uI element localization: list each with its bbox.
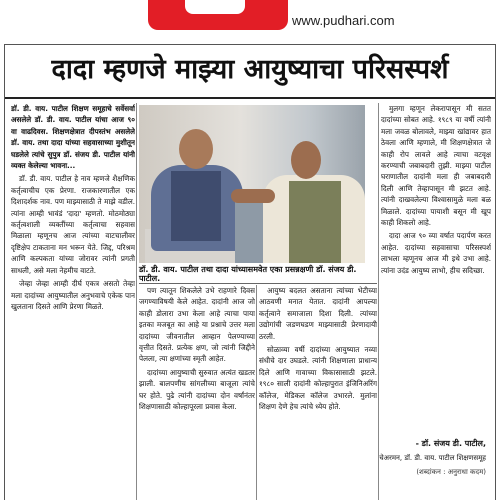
body-paragraph: दादांच्या आयुष्याची सुरुवात अत्यंत खडतर झाली. बालपणीच सांगलीच्या बाजूला त्यांचे घर होते. पुढे त्यांनी दादांच्या दोन वर्षांनंतर शिक्षणासाठी कोल्हापूरला प्रवास केला. [139, 367, 255, 412]
standing-person-head [291, 141, 321, 179]
standing-person-vest [289, 181, 341, 263]
author-byline: - डॉ. संजय डी. पाटील, [415, 439, 486, 448]
column-divider [256, 285, 257, 500]
author-credit: चेअरमन, डॉ. डी. वाय. पाटील शिक्षणसमूह [379, 454, 486, 462]
column-4 [381, 103, 491, 433]
column-3 [259, 285, 377, 500]
headline-rule [5, 97, 495, 99]
handshake [231, 189, 275, 203]
caption-rule [139, 283, 377, 284]
article [4, 44, 496, 500]
body-paragraph: सोळाव्या वर्षी दादांच्या आयुष्यात नव्या संधीचे दार उघडले. त्यांनी शिक्षणाला प्राधान्य दिले आणि गावाच्या विकासासाठी झटले. १९८० साली दादांनी कोल्हापुरात इंजिनिअरिंग कॉलेज, मेडिकल कॉलेज उभारले. मुलांना शिक्षण देणे हेच त्यांचे ध्येय होते. [259, 345, 377, 412]
column-divider [136, 103, 137, 500]
transcription-credit: (शब्दांकन : अनुराधा कदम) [416, 468, 486, 476]
body-paragraph: डॉ. डी. वाय. पाटील हे नाव म्हणजे शैक्षणिक कर्तृत्वाचीच एक प्रेरणा. राजकारणातील एक दिशादर्शक नाव. पण माझ्यासाठी ते माझे वडील. त्यांना आम्ही भावंडं 'दादा' म्हणतो. मोठमोठ्या कर्तृत्वशाली व्यक्तींच्या कर्तृत्वाचा सहवास मिळाला म्हणूनच आज त्यांच्या वाटचालीवर दृष्टिक्षेप टाकताना मन भरून येते. जिद्द, परिश्रम आणि कल्पकता यांच्या जोरावर त्यांनी प्रगती साधली, असे मला नेहमीच वाटते. [11, 174, 135, 275]
seated-person-head [179, 129, 213, 169]
logo-cutout [185, 0, 245, 14]
body-paragraph: दादा आज ९० व्या वर्षात पदार्पण करत आहेत. दादांच्या सहवासाचा परिसस्पर्श लाभला म्हणूनच आज मी इथे उभा आहे. त्यांना उदंड आयुष्य लाभो, हीच सदिच्छा. [381, 231, 491, 275]
logo-bar [170, 14, 192, 30]
lead-paragraph: डॉ. डी. वाय. पाटील शिक्षण समूहाचे सर्वेसर्वा असलेले डॉ. डी. वाय. पाटील यांचा आज ९० वा वाढदिवस. शिक्षणक्षेत्रात दीपस्तंभ असलेले डॉ. वाय. तथा दादा यांच्या सहवासाच्या मुशीतून घडलेले त्यांचे सुपुत्र डॉ. संजय डी. पाटील यांनी व्यक्त केलेल्या भावना... [11, 104, 135, 171]
body-paragraph: पण त्यातून शिकलेले उभे राहणारे दिवस जगण्याविषयी केले आहेत. दादांनी आज जो काही डोलारा उभा केला आहे त्याचा पाया इतका मजबूत का आहे या प्रश्नाचे उत्तर मला दादांच्या जीवनातील आव्हान पेलण्याच्या वृत्तीत दिसते. प्रत्येक क्षण, जो त्यांनी जिद्दीने पेलला, त्या क्षणांच्या स्मृती आहेत. [139, 286, 255, 364]
column-2 [139, 285, 255, 500]
article-headline: दादा म्हणजे माझ्या आयुष्याचा परिसस्पर्श [51, 54, 449, 85]
article-photo [139, 105, 365, 263]
body-paragraph: जेव्हा जेव्हा आम्ही दीर्घ एकत्र असतो तेव्हा मला दादांच्या आयुष्यातील अनुभवाचे एकेक पान खुलताना दिसते आणि प्रेरणा मिळते. [11, 279, 135, 311]
body-paragraph: मुलगा म्हणून लेकरापासून मी सतत दादांच्या सोबत आहे. १९८९ या वर्षी त्यांनी मला जवळ बोलावले, माझ्या खांद्यावर हात ठेवला आणि म्हणाले, मी शिक्षणक्षेत्रात जे काही रोप लावले आहे त्याचा वटवृक्ष करण्याची जबाबदारी तुझी. माझ्या पाटील घराणातील दादांनी मला ही जबाबदारी दिली आणि तेव्हापासून मी झटत आहे. त्यांनी दाखवलेल्या विश्वासामुळे मला बळ मिळाले. दादांच्या पायाशी बसून मी खूप काही शिकलो आहे. [381, 104, 491, 228]
website-url[interactable]: www.pudhari.com [292, 13, 395, 28]
masthead [0, 0, 500, 44]
seated-person-vest [171, 171, 221, 241]
body-paragraph: आयुष्य बदलत असताना त्यांच्या भेटीच्या आठवणी मनात येतात. दादांनी आपल्या कर्तृत्वाने समाजाला दिशा दिली. त्यांच्या उद्योगांची जडणघडण माझ्यासाठी प्रेरणादायी ठरली. [259, 286, 377, 341]
photo-caption: डॉ. डी. वाय. पाटील तथा दादा यांच्यासमवेत एका प्रसन्नक्षणी डॉ. संजय डी. पाटील. [139, 265, 357, 283]
column-1 [11, 103, 135, 500]
